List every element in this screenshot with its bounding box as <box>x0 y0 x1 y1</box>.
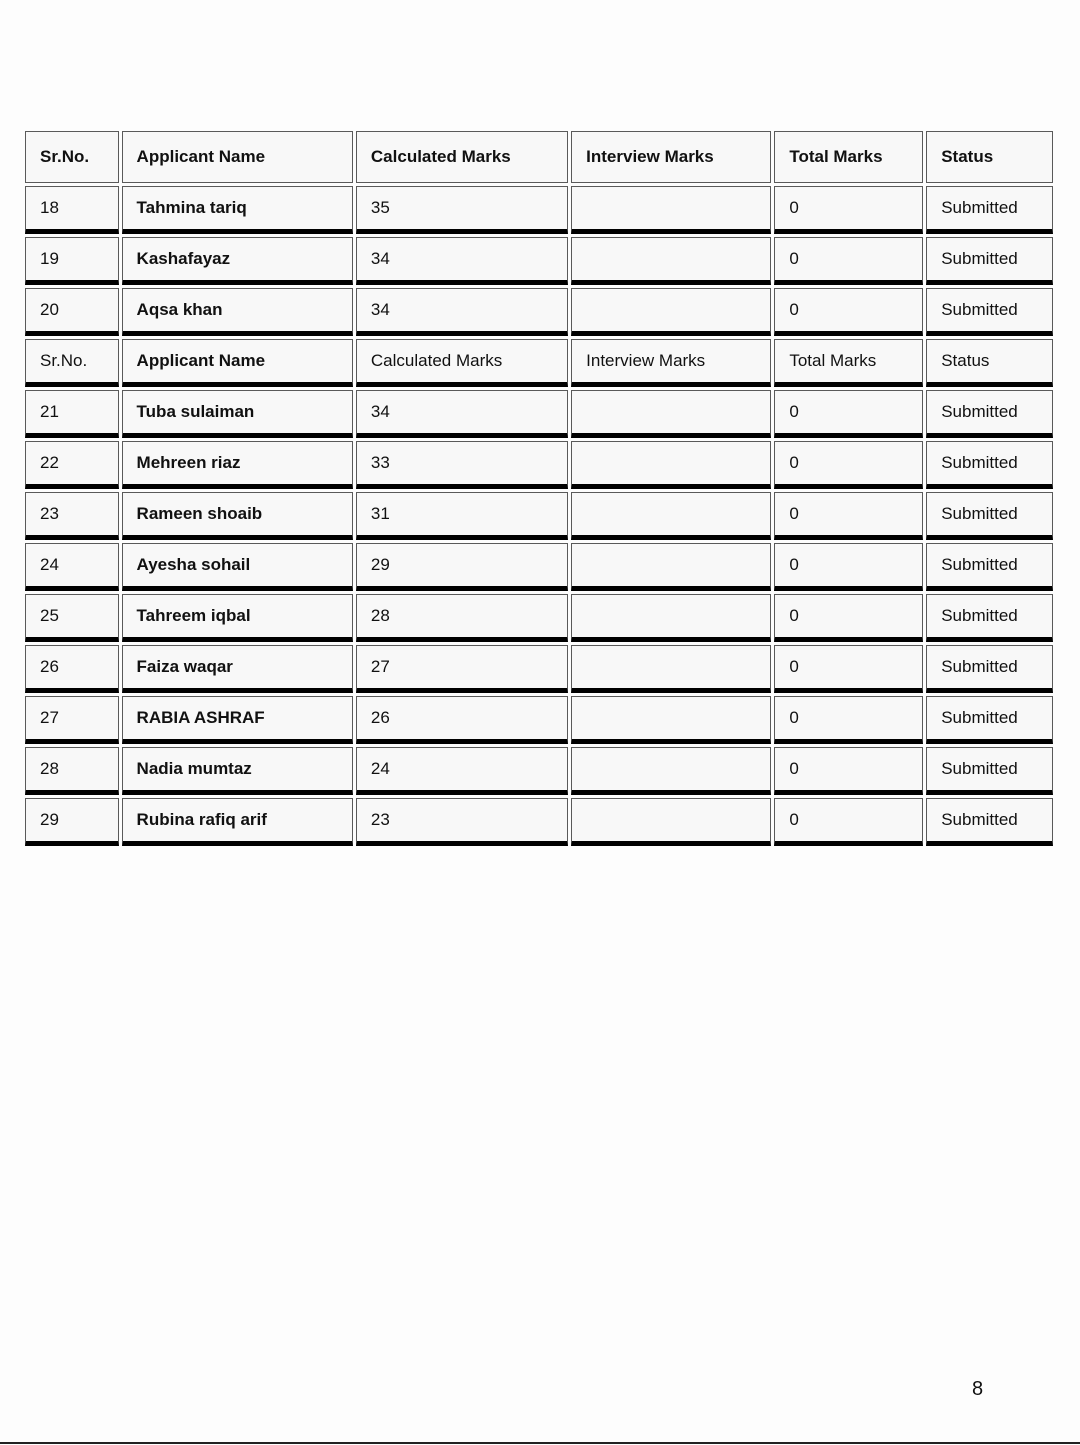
header-cell-applicant-name: Applicant Name <box>122 339 353 387</box>
calculated-marks-cell: 28 <box>356 594 568 642</box>
interview-marks-cell <box>571 390 771 438</box>
header-cell-interview-marks: Interview Marks <box>571 131 771 183</box>
status-cell: Submitted <box>926 390 1053 438</box>
header-cell-sr-no: Sr.No. <box>25 339 119 387</box>
table-row <box>25 288 1053 336</box>
total-marks-cell: 0 <box>774 237 923 285</box>
applicants-table <box>22 131 1056 846</box>
applicant-name-cell: Tahmina tariq <box>122 186 353 234</box>
sr-no-cell: 22 <box>25 441 119 489</box>
status-cell: Submitted <box>926 288 1053 336</box>
table-row <box>25 543 1053 591</box>
status-cell: Submitted <box>926 186 1053 234</box>
status-cell: Submitted <box>926 543 1053 591</box>
page-number: 8 <box>972 1378 984 1400</box>
total-marks-cell: 0 <box>774 594 923 642</box>
table-row <box>25 237 1053 285</box>
header-cell-applicant-name: Applicant Name <box>122 131 353 183</box>
sr-no-cell: 26 <box>25 645 119 693</box>
interview-marks-cell <box>571 441 771 489</box>
applicant-name-cell: Aqsa khan <box>122 288 353 336</box>
sr-no-cell: 20 <box>25 288 119 336</box>
table-row <box>25 186 1053 234</box>
sr-no-cell: 28 <box>25 747 119 795</box>
status-cell: Submitted <box>926 492 1053 540</box>
applicant-name-cell: Rameen shoaib <box>122 492 353 540</box>
calculated-marks-cell: 31 <box>356 492 568 540</box>
total-marks-cell: 0 <box>774 798 923 846</box>
status-cell: Submitted <box>926 747 1053 795</box>
table-row <box>25 441 1053 489</box>
sr-no-cell: 24 <box>25 543 119 591</box>
calculated-marks-cell: 24 <box>356 747 568 795</box>
table-row <box>25 390 1053 438</box>
applicant-name-cell: Tahreem iqbal <box>122 594 353 642</box>
calculated-marks-cell: 33 <box>356 441 568 489</box>
status-cell: Submitted <box>926 798 1053 846</box>
table-row <box>25 696 1053 744</box>
status-cell: Submitted <box>926 645 1053 693</box>
interview-marks-cell <box>571 492 771 540</box>
total-marks-cell: 0 <box>774 441 923 489</box>
calculated-marks-cell: 34 <box>356 390 568 438</box>
interview-marks-cell <box>571 798 771 846</box>
total-marks-cell: 0 <box>774 696 923 744</box>
applicant-name-cell: Ayesha sohail <box>122 543 353 591</box>
applicant-name-cell: Tuba sulaiman <box>122 390 353 438</box>
header-cell-total-marks: Total Marks <box>774 131 923 183</box>
status-cell: Submitted <box>926 594 1053 642</box>
header-cell-calculated-marks: Calculated Marks <box>356 131 568 183</box>
interview-marks-cell <box>571 543 771 591</box>
sr-no-cell: 18 <box>25 186 119 234</box>
page-bottom-rule <box>0 1442 1080 1444</box>
total-marks-cell: 0 <box>774 186 923 234</box>
header-cell-status: Status <box>926 131 1053 183</box>
table-header-row <box>25 131 1053 183</box>
interview-marks-cell <box>571 237 771 285</box>
table-repeat-header-row <box>25 339 1053 387</box>
interview-marks-cell <box>571 696 771 744</box>
applicants-table-body <box>25 131 1053 846</box>
applicant-name-cell: Rubina rafiq arif <box>122 798 353 846</box>
calculated-marks-cell: 34 <box>356 288 568 336</box>
status-cell: Submitted <box>926 696 1053 744</box>
header-cell-interview-marks: Interview Marks <box>571 339 771 387</box>
calculated-marks-cell: 26 <box>356 696 568 744</box>
header-cell-calculated-marks: Calculated Marks <box>356 339 568 387</box>
table-row <box>25 492 1053 540</box>
header-cell-sr-no: Sr.No. <box>25 131 119 183</box>
total-marks-cell: 0 <box>774 543 923 591</box>
sr-no-cell: 27 <box>25 696 119 744</box>
total-marks-cell: 0 <box>774 288 923 336</box>
applicant-name-cell: Kashafayaz <box>122 237 353 285</box>
sr-no-cell: 19 <box>25 237 119 285</box>
calculated-marks-cell: 35 <box>356 186 568 234</box>
sr-no-cell: 29 <box>25 798 119 846</box>
interview-marks-cell <box>571 594 771 642</box>
calculated-marks-cell: 27 <box>356 645 568 693</box>
sr-no-cell: 25 <box>25 594 119 642</box>
table-row <box>25 594 1053 642</box>
interview-marks-cell <box>571 747 771 795</box>
interview-marks-cell <box>571 186 771 234</box>
total-marks-cell: 0 <box>774 645 923 693</box>
applicant-name-cell: Faiza waqar <box>122 645 353 693</box>
applicant-name-cell: Mehreen riaz <box>122 441 353 489</box>
calculated-marks-cell: 29 <box>356 543 568 591</box>
interview-marks-cell <box>571 288 771 336</box>
interview-marks-cell <box>571 645 771 693</box>
sr-no-cell: 23 <box>25 492 119 540</box>
status-cell: Submitted <box>926 237 1053 285</box>
total-marks-cell: 0 <box>774 492 923 540</box>
applicant-name-cell: Nadia mumtaz <box>122 747 353 795</box>
table-row <box>25 747 1053 795</box>
table-row <box>25 645 1053 693</box>
status-cell: Submitted <box>926 441 1053 489</box>
applicant-name-cell: RABIA ASHRAF <box>122 696 353 744</box>
calculated-marks-cell: 23 <box>356 798 568 846</box>
calculated-marks-cell: 34 <box>356 237 568 285</box>
total-marks-cell: 0 <box>774 747 923 795</box>
header-cell-total-marks: Total Marks <box>774 339 923 387</box>
total-marks-cell: 0 <box>774 390 923 438</box>
header-cell-status: Status <box>926 339 1053 387</box>
table-row <box>25 798 1053 846</box>
sr-no-cell: 21 <box>25 390 119 438</box>
